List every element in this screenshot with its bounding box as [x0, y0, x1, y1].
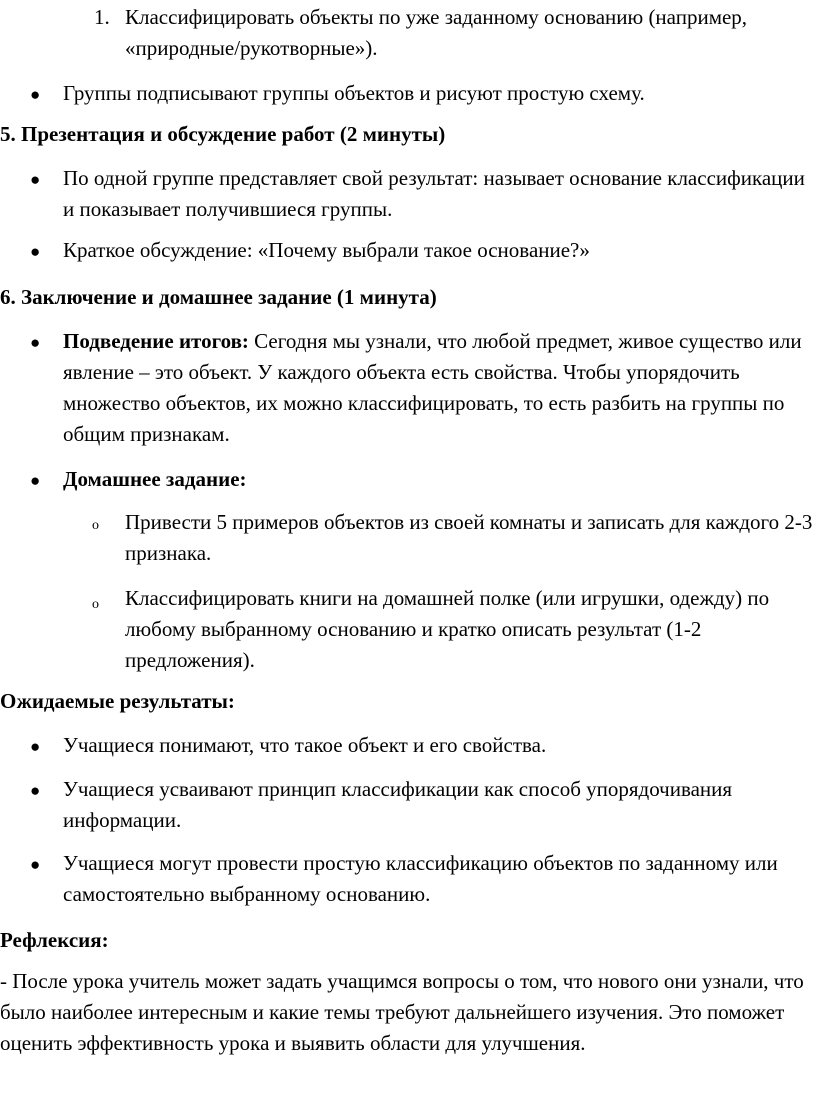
list-item: По одной группе представляет свой результат: называет основание классификации и показывает получившиеся группы. [63, 166, 805, 221]
list-item: Учащиеся понимают, что такое объект и его свойства. [63, 733, 547, 757]
list-item: Учащиеся усваивают принцип классификации как способ упорядочивания информации. [63, 777, 733, 832]
homework-label: Домашнее задание: [63, 467, 247, 491]
list-item: Краткое обсуждение: «Почему выбрали такое основание?» [63, 238, 590, 262]
bullet-icon: ● [30, 781, 41, 800]
summary-label: Подведение итогов: [63, 329, 249, 353]
bullet-icon: ● [30, 170, 41, 189]
list-number: 1. [94, 5, 110, 29]
bullet-icon: ● [30, 737, 41, 756]
bullet-icon: ● [30, 471, 41, 490]
bullet-icon: ● [30, 85, 41, 104]
homework-subitem: Классифицировать книги на домашней полке (или игрушки, одежду) по любому выбранному основанию и кратко описать результат (1-2 предложения). [125, 586, 770, 672]
bullet-icon: ● [30, 855, 41, 874]
list-item: Группы подписывают группы объектов и рисуют простую схему. [63, 81, 645, 105]
reflection-text: - После урока учитель может задать учащимся вопросы о том, что нового они узнали, что было наиболее интересным и какие темы требуют дальнейшего изучения. Это поможет оценить эффективность урока и выявить области для улучшения. [0, 969, 804, 1055]
results-heading: Ожидаемые результаты: [0, 689, 235, 713]
summary-item [63, 326, 811, 450]
circle-bullet-icon: o [92, 518, 99, 533]
homework-item [63, 464, 811, 495]
bullet-icon: ● [30, 333, 41, 352]
bullet-icon: ● [30, 242, 41, 261]
section-heading-5: 5. Презентация и обсуждение работ (2 минуты) [0, 122, 446, 146]
section-heading-6: 6. Заключение и домашнее задание (1 минута) [0, 285, 437, 309]
homework-subitem: Привести 5 примеров объектов из своей комнаты и записать для каждого 2-3 признака. [125, 510, 813, 565]
reflection-heading: Рефлексия: [0, 928, 109, 952]
summary-text: Сегодня мы узнали, что любой предмет, живое существо или явление – это объект. У каждого объекта есть свойства. Чтобы упорядочить множество объектов, их можно классифицировать, то есть разбить на группы по общим признакам. [63, 329, 802, 446]
list-item: Учащиеся могут провести простую классификацию объектов по заданному или самостоятельно выбранному основанию. [63, 851, 778, 906]
circle-bullet-icon: o [92, 597, 99, 612]
numbered-item-text: Классифицировать объекты по уже заданному основанию (например, «природные/рукотворные»). [125, 5, 748, 60]
